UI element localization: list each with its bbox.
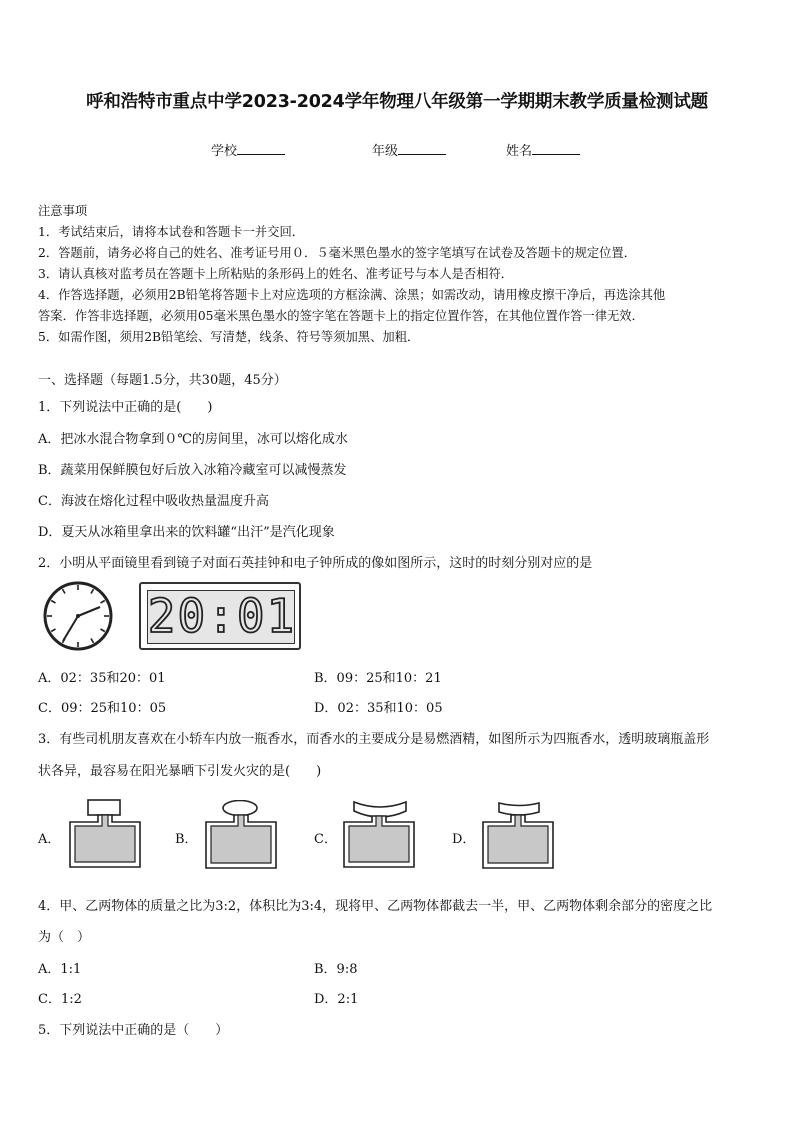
- q1-stem: 1．下列说法中正确的是( ): [38, 400, 213, 415]
- q1-option-d: D．夏天从冰箱里拿出来的饮料罐“出汗”是汽化现象: [38, 525, 335, 540]
- q3-option-c: C．: [314, 832, 337, 847]
- page-title: 呼和浩特市重点中学2023-2024学年物理八年级第一学期期末教学质量检测试题: [86, 92, 708, 112]
- perfume-bottle-d: [481, 800, 557, 870]
- digital-clock-display: 20:01: [147, 589, 297, 643]
- school-field: [211, 140, 285, 159]
- school-label: 学校: [211, 144, 238, 159]
- q3-option-a: A．: [38, 832, 61, 847]
- q3-stem-cont: 状各异，最容易在阳光暴晒下引发火灾的是( ): [38, 764, 322, 779]
- perfume-bottle-b: [204, 800, 280, 870]
- q1-option-c: C．海波在熔化过程中吸收热量温度升高: [38, 494, 269, 509]
- q4-option-a: A．1:1: [38, 962, 82, 977]
- name-field: [506, 140, 580, 159]
- q4-stem: 4．甲、乙两物体的质量之比为3:2，体积比为3:4，现将甲、乙两物体都截去一半，甲、乙两物体剩余部分的密度之比: [38, 899, 713, 914]
- name-label: 姓名: [506, 144, 533, 159]
- q2-option-c: C．09：25和10：05: [38, 701, 167, 716]
- perfume-bottle-c: [342, 799, 418, 869]
- section-heading: 一、选择题（每题1.5分，共30题，45分）: [38, 373, 287, 388]
- school-blank: [237, 142, 285, 155]
- q2-option-b: B．09：25和10：21: [314, 671, 442, 686]
- q2-option-a: A．02：35和20：01: [38, 671, 166, 686]
- q1-option-a: A．把冰水混合物拿到０℃的房间里，冰可以熔化成水: [38, 432, 348, 447]
- q4-option-d: D．2:1: [314, 992, 359, 1007]
- q4-stem-cont: 为（ ）: [38, 930, 91, 945]
- analog-clock-figure: [40, 581, 118, 651]
- q3-option-b: B．: [175, 832, 198, 847]
- notice-item: 2．答题前，请务必将自己的姓名、准考证号用０．５毫米黑色墨水的签字笔填写在试卷及答题卡的规定位置．: [38, 246, 637, 260]
- q3-stem: 3．有些司机朋友喜欢在小轿车内放一瓶香水，而香水的主要成分是易燃酒精，如图所示为四瓶香水，透明玻璃瓶盖形: [38, 732, 710, 747]
- perfume-bottle-a: [68, 799, 144, 869]
- q2-stem: 2．小明从平面镜里看到镜子对面石英挂钟和电子钟所成的像如图所示，这时的时刻分别对应的是: [38, 556, 593, 571]
- grade-label: 年级: [372, 144, 399, 159]
- notice-item: 答案．作答非选择题，必须用05毫米黑色墨水的签字笔在答题卡上的指定位置作答，在其他位置作答一律无效．: [38, 309, 644, 323]
- q2-option-d: D．02：35和10：05: [314, 701, 443, 716]
- q4-option-b: B．9:8: [314, 962, 358, 977]
- grade-blank: [398, 142, 446, 155]
- q4-option-c: C．1:2: [38, 992, 82, 1007]
- notice-item: 4．作答选择题，必须用2B铅笔将答题卡上对应选项的方框涂满、涂黑；如需改动，请用橡皮擦干净后，再选涂其他: [38, 288, 666, 302]
- q1-option-b: B．蔬菜用保鲜膜包好后放入冰箱冷藏室可以减慢蒸发: [38, 463, 347, 478]
- name-blank: [532, 142, 580, 155]
- q3-option-d: D．: [452, 832, 476, 847]
- q5-stem: 5．下列说法中正确的是（ ）: [38, 1023, 229, 1038]
- digital-clock-figure: [139, 582, 301, 650]
- notice-item: 3．请认真核对监考员在答题卡上所粘贴的条形码上的姓名、准考证号与本人是否相符．: [38, 267, 514, 281]
- notice-heading: 注意事项: [38, 204, 88, 218]
- notice-item: 1．考试结束后，请将本试卷和答题卡一并交回．: [38, 225, 305, 239]
- grade-field: [372, 140, 446, 159]
- notice-item: 5．如需作图，须用2B铅笔绘、写清楚，线条、符号等须加黑、加粗．: [38, 330, 420, 344]
